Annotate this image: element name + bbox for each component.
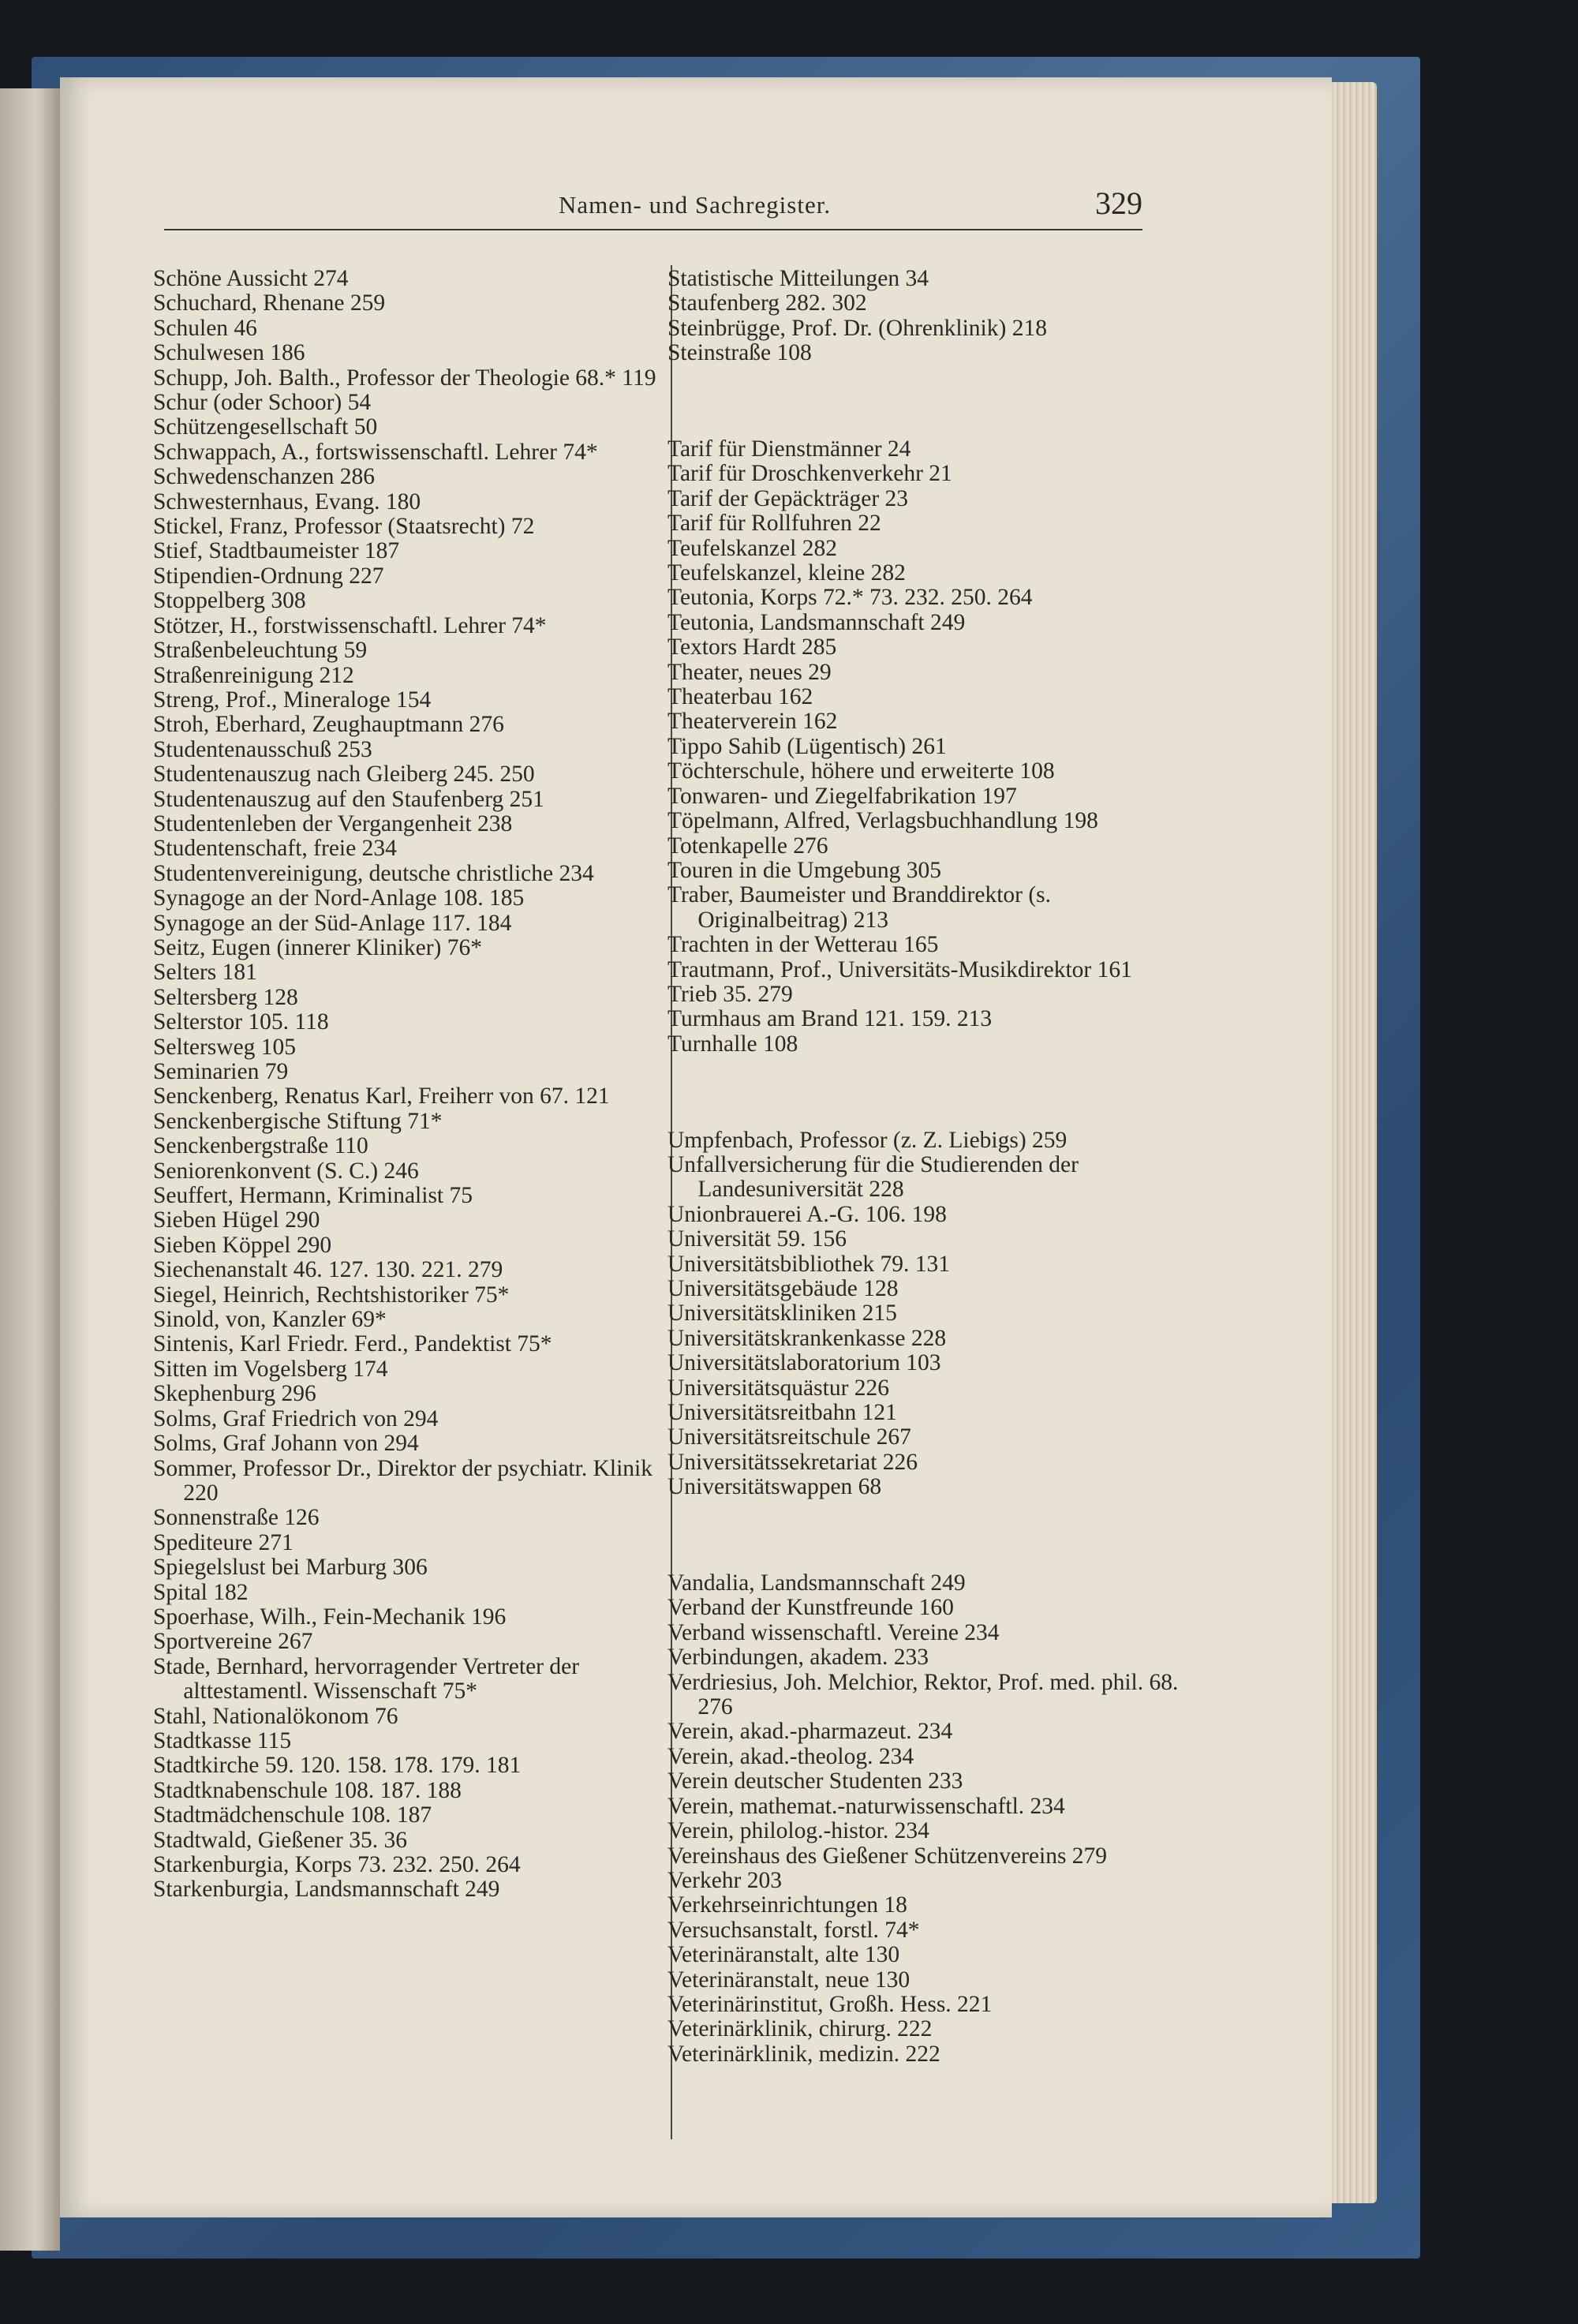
index-entry: Sitten im Vogelsberg 174	[153, 1356, 388, 1382]
index-entry: Schupp, Joh. Balth., Professor der Theologie 68.* 119	[153, 365, 656, 391]
index-entry: Teufelskanzel 282	[667, 535, 837, 561]
index-entry: Senckenbergische Stiftung 71*	[153, 1108, 443, 1134]
index-entry: Siechenanstalt 46. 127. 130. 221. 279	[153, 1257, 503, 1283]
index-entry: Stroh, Eberhard, Zeughauptmann 276	[153, 712, 504, 738]
index-entry: Studentenauszug auf den Staufenberg 251	[153, 786, 544, 812]
index-entry: Stadtmädchenschule 108. 187	[153, 1802, 432, 1828]
index-entry: Studentenleben der Vergangenheit 238	[153, 810, 513, 836]
index-entry: Studentenschaft, freie 234	[153, 836, 397, 862]
index-entry: Staufenberg 282. 302	[667, 290, 867, 316]
index-entry: Verband wissenschaftl. Vereine 234	[667, 1619, 1000, 1645]
index-entry: Schwesternhaus, Evang. 180	[153, 488, 421, 515]
index-entry: Versuchsanstalt, forstl. 74*	[667, 1917, 920, 1943]
index-entry: Schulen 46	[153, 315, 257, 341]
index-entry: Seltersweg 105	[153, 1034, 297, 1060]
index-entry: Theaterverein 162	[667, 709, 838, 735]
index-entry: Senckenberg, Renatus Karl, Freiherr von 67. 121	[153, 1083, 610, 1110]
section-gap	[667, 1523, 1188, 1547]
index-entry: Seniorenkonvent (S. C.) 246	[153, 1158, 419, 1184]
index-entry: Stade, Bernhard, hervorragender Vertreter der alttestamentl. Wissenschaft 75*	[153, 1653, 580, 1705]
index-entry: Veterinäranstalt, neue 130	[667, 1967, 911, 1993]
index-entry: Töchterschule, höhere und erweiterte 108	[667, 758, 1055, 784]
index-entry: Sportvereine 267	[153, 1629, 313, 1655]
index-entry: Totenkapelle 276	[667, 833, 828, 859]
index-entry: Vereinshaus des Gießener Schützenvereins 279	[667, 1843, 1108, 1869]
page-number: 329	[1095, 185, 1142, 221]
index-entry: Stipendien-Ordnung 227	[153, 563, 384, 589]
index-entry: Tonwaren- und Ziegelfabrikation 197	[667, 783, 1017, 809]
index-entry: Stötzer, H., forstwissenschaftl. Lehrer 74*	[153, 612, 547, 638]
index-entry: Universitätssekretariat 226	[667, 1449, 918, 1475]
index-entry: Tippo Sahib (Lügentisch) 261	[667, 733, 947, 759]
index-entry: Tarif für Dienstmänner 24	[667, 436, 911, 462]
index-entry: Veterinärklinik, medizin. 222	[667, 2041, 940, 2067]
index-entry: Skephenburg 296	[153, 1381, 316, 1407]
index-entry: Solms, Graf Johann von 294	[153, 1431, 419, 1457]
index-entry: Tarif für Droschkenverkehr 21	[667, 461, 952, 487]
index-entry: Stadtkirche 59. 120. 158. 178. 179. 181	[153, 1753, 522, 1779]
index-entry: Teutonia, Korps 72.* 73. 232. 250. 264	[667, 585, 1033, 611]
index-entry: Textors Hardt 285	[667, 634, 837, 661]
index-entry: Stahl, Nationalökonom 76	[153, 1703, 398, 1729]
index-entry: Traber, Baumeister und Branddirektor (s. Originalbeitrag) 213	[667, 882, 1052, 933]
index-entry: Sieben Hügel 290	[153, 1207, 320, 1233]
index-entry: Verbindungen, akadem. 233	[667, 1645, 929, 1671]
index-entry: Starkenburgia, Korps 73. 232. 250. 264	[153, 1852, 521, 1877]
index-entry: Stadtwald, Gießener 35. 36	[153, 1827, 407, 1853]
index-entry: Synagoge an der Süd-Anlage 117. 184	[153, 910, 512, 936]
index-entry: Vandalia, Landsmannschaft 249	[667, 1570, 966, 1596]
index-entry: Stadtkasse 115	[153, 1727, 292, 1753]
index-entry: Turmhaus am Brand 121. 159. 213	[667, 1006, 993, 1032]
index-entry: Starkenburgia, Landsmannschaft 249	[153, 1877, 500, 1903]
index-entry: Seltersberg 128	[153, 984, 298, 1010]
index-entry: Sommer, Professor Dr., Direktor der psychiatr. Klinik 220	[153, 1455, 653, 1506]
index-entry: Straßenbeleuchtung 59	[153, 638, 368, 664]
index-entry: Stief, Stadtbaumeister 187	[153, 538, 400, 564]
index-page	[60, 77, 1332, 2217]
index-entry: Spiegelslust bei Marburg 306	[153, 1555, 428, 1581]
index-entry: Stickel, Franz, Professor (Staatsrecht) 72	[153, 514, 535, 540]
index-entry: Seminarien 79	[153, 1059, 289, 1084]
index-column-right	[667, 267, 1188, 2067]
index-entry: Schwedenschanzen 286	[153, 464, 375, 490]
index-entry: Universität 59. 156	[667, 1226, 847, 1252]
index-entry: Universitätsreitschule 267	[667, 1424, 911, 1450]
index-entry: Universitätskrankenkasse 228	[667, 1325, 947, 1351]
index-entry: Sonnenstraße 126	[153, 1505, 320, 1531]
index-entry: Tarif der Gepäckträger 23	[667, 485, 909, 511]
index-entry: Schuchard, Rhenane 259	[153, 290, 386, 316]
index-entry: Universitätsgebäude 128	[667, 1276, 899, 1301]
index-entry: Verein deutscher Studenten 233	[667, 1768, 963, 1794]
index-entry: Theater, neues 29	[667, 659, 832, 685]
index-entry: Studentenvereinigung, deutsche christliche 234	[153, 860, 594, 886]
section-gap	[667, 1080, 1188, 1105]
index-entry: Universitätsbibliothek 79. 131	[667, 1251, 951, 1277]
running-header	[164, 172, 1142, 230]
index-entry: Verein, mathemat.-naturwissenschaftl. 234	[667, 1793, 1065, 1819]
index-entry: Universitätsquästur 226	[667, 1375, 890, 1401]
index-column-left	[153, 267, 661, 1903]
index-entry: Universitätslaboratorium 103	[667, 1350, 941, 1376]
index-entry: Tarif für Rollfuhren 22	[667, 511, 881, 537]
index-entry: Verein, akad.-theolog. 234	[667, 1743, 914, 1769]
index-entry: Verdriesius, Joh. Melchior, Rektor, Prof. med. phil. 68. 276	[667, 1669, 1179, 1720]
index-entry: Seitz, Eugen (innerer Kliniker) 76*	[153, 934, 482, 960]
index-entry: Verkehrseinrichtungen 18	[667, 1892, 907, 1918]
index-entry: Universitätsreitbahn 121	[667, 1400, 897, 1426]
index-entry: Straßenreinigung 212	[153, 662, 354, 688]
index-entry: Töpelmann, Alfred, Verlagsbuchhandlung 198	[667, 808, 1098, 834]
index-entry: Verein, philolog.-histor. 234	[667, 1818, 929, 1844]
left-page-edge	[0, 88, 60, 2251]
index-entry: Studentenausschuß 253	[153, 736, 372, 762]
index-entry: Streng, Prof., Mineraloge 154	[153, 687, 432, 713]
index-entry: Schöne Aussicht 274	[153, 266, 349, 291]
index-entry: Umpfenbach, Professor (z. Z. Liebigs) 259	[667, 1127, 1068, 1153]
index-entry: Spital 182	[153, 1579, 249, 1605]
index-entry: Sinold, von, Kanzler 69*	[153, 1307, 387, 1333]
index-entry: Steinstraße 108	[667, 340, 812, 366]
index-entry: Veterinärinstitut, Großh. Hess. 221	[667, 1991, 993, 2017]
index-entry: Studentenauszug nach Gleiberg 245. 250	[153, 762, 535, 788]
section-gap	[667, 389, 1188, 414]
index-entry: Senckenbergstraße 110	[153, 1133, 368, 1159]
index-entry: Steinbrügge, Prof. Dr. (Ohrenklinik) 218	[667, 315, 1047, 341]
index-entry: Siegel, Heinrich, Rechtshistoriker 75*	[153, 1282, 510, 1308]
index-entry: Teutonia, Landsmannschaft 249	[667, 609, 966, 635]
index-entry: Schur (oder Schoor) 54	[153, 390, 372, 416]
index-entry: Schulwesen 186	[153, 340, 305, 366]
index-entry: Unionbrauerei A.-G. 106. 198	[667, 1201, 947, 1227]
index-entry: Schwappach, A., fortswissenschaftl. Lehrer 74*	[153, 439, 598, 465]
index-entry: Verband der Kunstfreunde 160	[667, 1595, 954, 1621]
running-title: Namen- und Sachregister.	[559, 191, 832, 219]
index-entry: Trautmann, Prof., Universitäts-Musikdirektor 161	[667, 956, 1132, 982]
index-entry: Verkehr 203	[667, 1867, 782, 1893]
index-entry: Selterstor 105. 118	[153, 1009, 329, 1035]
index-entry: Universitätskliniken 215	[667, 1300, 897, 1327]
index-entry: Touren in die Umgebung 305	[667, 857, 941, 883]
index-entry: Sieben Köppel 290	[153, 1232, 332, 1258]
index-entry: Sintenis, Karl Friedr. Ferd., Pandektist 75*	[153, 1331, 552, 1357]
index-entry: Trachten in der Wetterau 165	[667, 932, 939, 958]
index-entry: Synagoge an der Nord-Anlage 108. 185	[153, 885, 525, 911]
index-entry: Theaterbau 162	[667, 684, 813, 710]
index-entry: Veterinäranstalt, alte 130	[667, 1942, 900, 1968]
index-entry: Universitätswappen 68	[667, 1474, 882, 1500]
index-entry: Spoerhase, Wilh., Fein-Mechanik 196	[153, 1604, 507, 1630]
index-entry: Schützengesellschaft 50	[153, 414, 378, 440]
index-entry: Seuffert, Hermann, Kriminalist 75	[153, 1183, 473, 1209]
index-entry: Stoppelberg 308	[153, 588, 306, 614]
index-entry: Verein, akad.-pharmazeut. 234	[667, 1719, 953, 1745]
index-entry: Turnhalle 108	[667, 1031, 798, 1057]
index-entry: Trieb 35. 279	[667, 981, 793, 1007]
index-entry: Selters 181	[153, 960, 257, 986]
index-entry: Solms, Graf Friedrich von 294	[153, 1405, 439, 1431]
index-entry: Stadtknabenschule 108. 187. 188	[153, 1777, 462, 1803]
index-entry: Statistische Mitteilungen 34	[667, 266, 929, 291]
index-entry: Teufelskanzel, kleine 282	[667, 560, 906, 586]
index-entry: Unfallversicherung für die Studierenden der Landesuniversität 228	[667, 1151, 1079, 1203]
index-entry: Spediteure 271	[153, 1529, 294, 1555]
index-entry: Veterinärklinik, chirurg. 222	[667, 2016, 933, 2042]
